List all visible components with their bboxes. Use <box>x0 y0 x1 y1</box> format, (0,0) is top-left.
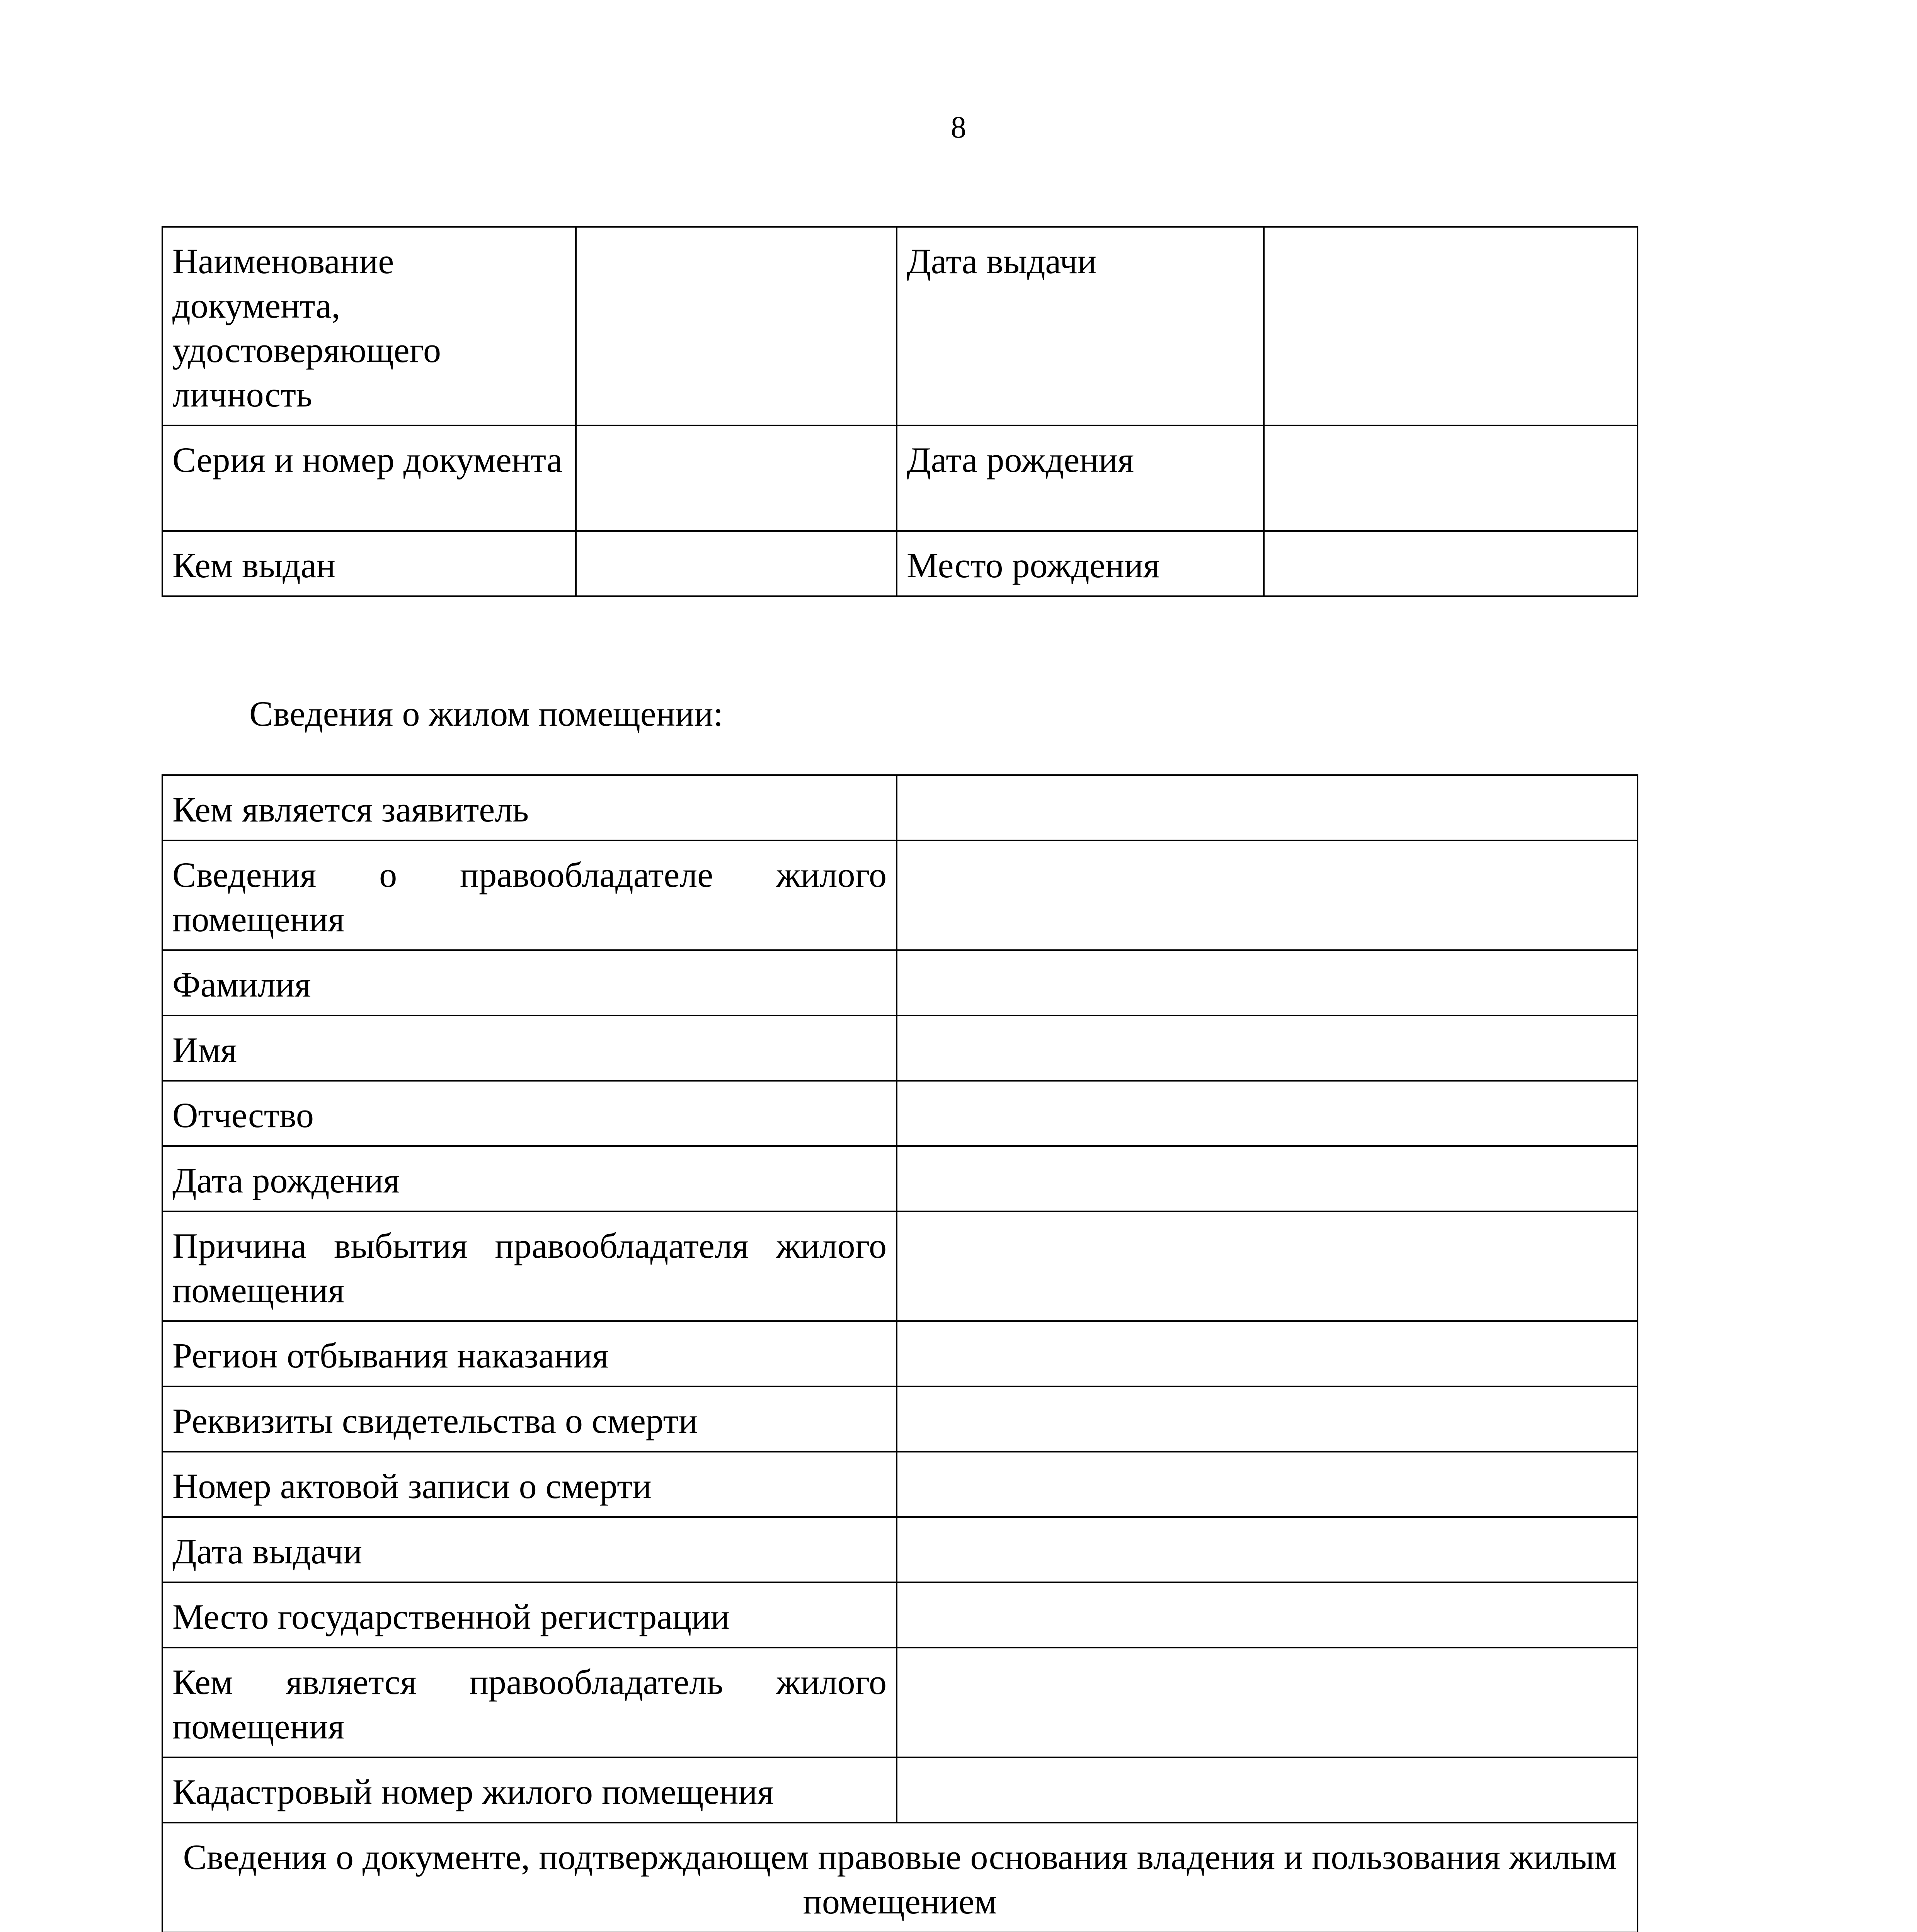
rightholder-role-value[interactable] <box>897 1648 1638 1757</box>
table-row <box>162 227 1638 425</box>
table-row <box>162 1146 1638 1211</box>
table-row <box>162 1015 1638 1081</box>
applicant-role-label: Кем является заявитель <box>162 775 897 840</box>
death-record-number-value[interactable] <box>897 1452 1638 1517</box>
departure-reason-label: Причина выбытия правообладателя жилого помещения <box>162 1211 897 1321</box>
rightholder-role-label: Кем является правообладатель жилого помещения <box>162 1648 897 1757</box>
ownership-document-heading: Сведения о документе, подтверждающем правовые основания владения и пользования жилым помещением <box>162 1823 1638 1932</box>
death-record-number-label: Номер актовой записи о смерти <box>162 1452 897 1517</box>
identity-doc-name-value[interactable] <box>576 227 897 425</box>
first-name-label: Имя <box>162 1015 897 1081</box>
patronymic-label: Отчество <box>162 1081 897 1146</box>
housing-info-table <box>162 774 1638 1932</box>
table-row <box>162 1211 1638 1321</box>
cadastral-number-label: Кадастровый номер жилого помещения <box>162 1757 897 1823</box>
registration-place-label: Место государственной регистрации <box>162 1582 897 1648</box>
departure-reason-value[interactable] <box>897 1211 1638 1321</box>
birth-date-value[interactable] <box>1264 425 1638 531</box>
cadastral-number-value[interactable] <box>897 1757 1638 1823</box>
birth-date-label: Дата рождения <box>897 425 1264 531</box>
issued-by-label: Кем выдан <box>162 531 576 596</box>
identity-doc-name-label: Наименование документа, удостоверяющего личность <box>162 227 576 425</box>
applicant-role-value[interactable] <box>897 775 1638 840</box>
birth-place-value[interactable] <box>1264 531 1638 596</box>
page-number: 8 <box>951 111 966 145</box>
identity-document-table <box>162 226 1638 597</box>
first-name-value[interactable] <box>897 1015 1638 1081</box>
rightholder-birth-date-value[interactable] <box>897 1146 1638 1211</box>
death-certificate-value[interactable] <box>897 1386 1638 1452</box>
surname-label: Фамилия <box>162 950 897 1015</box>
certificate-issue-date-value[interactable] <box>897 1517 1638 1582</box>
series-number-label: Серия и номер документа <box>162 425 576 531</box>
surname-value[interactable] <box>897 950 1638 1015</box>
sentence-region-label: Регион отбывания наказания <box>162 1321 897 1386</box>
table-row <box>162 1757 1638 1823</box>
certificate-issue-date-label: Дата выдачи <box>162 1517 897 1582</box>
table-row <box>162 1386 1638 1452</box>
birth-place-label: Место рождения <box>897 531 1264 596</box>
table-row <box>162 1517 1638 1582</box>
table-row <box>162 1582 1638 1648</box>
table-row <box>162 840 1638 950</box>
issue-date-label: Дата выдачи <box>897 227 1264 425</box>
table-row <box>162 425 1638 531</box>
rightholder-birth-date-label: Дата рождения <box>162 1146 897 1211</box>
issued-by-value[interactable] <box>576 531 897 596</box>
issue-date-value[interactable] <box>1264 227 1638 425</box>
table-row <box>162 1321 1638 1386</box>
table-row <box>162 1823 1638 1932</box>
rightholder-info-value[interactable] <box>897 840 1638 950</box>
series-number-value[interactable] <box>576 425 897 531</box>
sentence-region-value[interactable] <box>897 1321 1638 1386</box>
table-row <box>162 1081 1638 1146</box>
table-row <box>162 950 1638 1015</box>
patronymic-value[interactable] <box>897 1081 1638 1146</box>
rightholder-info-label: Сведения о правообладателе жилого помещения <box>162 840 897 950</box>
table-row <box>162 1452 1638 1517</box>
table-row <box>162 775 1638 840</box>
table-row <box>162 1648 1638 1757</box>
table-row <box>162 531 1638 596</box>
housing-section-heading: Сведения о жилом помещении: <box>249 694 723 733</box>
death-certificate-label: Реквизиты свидетельства о смерти <box>162 1386 897 1452</box>
registration-place-value[interactable] <box>897 1582 1638 1648</box>
